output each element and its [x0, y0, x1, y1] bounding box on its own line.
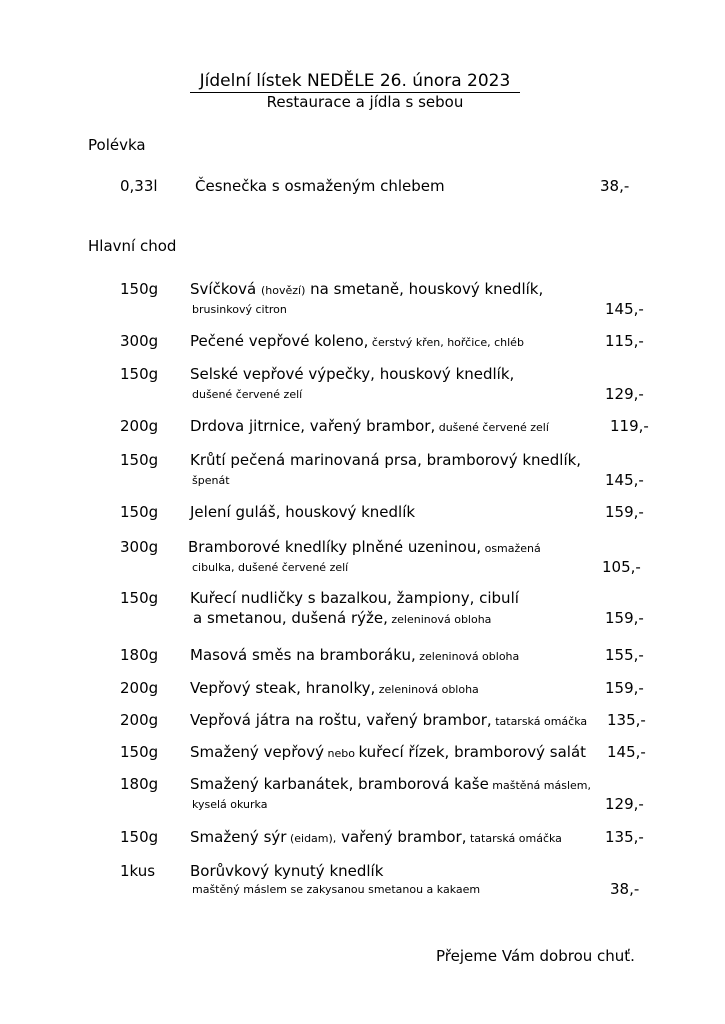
item-qty: 180g: [120, 646, 159, 664]
item-note: čerstvý křen, hořčice, chléb: [368, 336, 524, 349]
item-note: maštěná máslem,: [488, 779, 592, 792]
item-note: (eidam),: [286, 832, 337, 845]
item-price: 38,-: [610, 880, 640, 898]
item-note: zeleninová obloha: [387, 613, 492, 626]
item-subnote: maštěný máslem se zakysanou smetanou a kakaem: [192, 883, 481, 896]
item-price: 115,-: [605, 332, 644, 350]
item-price: 145,-: [605, 300, 644, 318]
item-subnote: brusinkový citron: [192, 303, 287, 316]
item-name: Vepřový steak, hranolky, zeleninová obloha: [190, 679, 479, 697]
item-name: Krůtí pečená marinovaná prsa, bramborový knedlík,: [190, 451, 582, 469]
item-qty: 150g: [120, 743, 159, 761]
item-qty: 150g: [120, 828, 159, 846]
item-qty: 150g: [120, 589, 159, 607]
item-qty: 200g: [120, 417, 159, 435]
item-name-line2: a smetanou, dušená rýže, zeleninová obloha: [193, 609, 492, 627]
item-name: Kuřecí nudličky s bazalkou, žampiony, cibulí: [190, 589, 519, 607]
item-note: nebo: [323, 747, 359, 760]
item-price: 145,-: [607, 743, 646, 761]
item-price: 119,-: [610, 417, 649, 435]
item-qty: 150g: [120, 365, 159, 383]
item-price: 145,-: [605, 471, 644, 489]
item-subnote: dušené červené zelí: [192, 388, 303, 401]
item-qty: 200g: [120, 679, 159, 697]
item-qty: 180g: [120, 775, 159, 793]
item-name: Vepřová játra na roštu, vařený brambor, tatarská omáčka: [190, 711, 588, 729]
item-qty: 1kus: [120, 862, 156, 880]
item-note: zeleninová obloha: [375, 683, 479, 696]
item-name: Svíčková (hovězí) na smetaně, houskový knedlík,: [190, 280, 544, 298]
item-price: 129,-: [605, 795, 644, 813]
item-name: Drdova jitrnice, vařený brambor, dušené červené zelí: [190, 417, 549, 435]
item-name: Smažený sýr (eidam), vařený brambor, tatarská omáčka: [190, 828, 562, 846]
item-price: 159,-: [605, 503, 644, 521]
item-qty: 300g: [120, 332, 159, 350]
item-note: tatarská omáčka: [491, 715, 588, 728]
item-note: zeleninová obloha: [415, 650, 520, 663]
item-name: Borůvkový kynutý knedlík: [190, 862, 384, 880]
item-qty: 0,33l: [120, 177, 158, 195]
item-name: Smažený karbanátek, bramborová kaše maštěná máslem,: [190, 775, 592, 793]
item-name: Pečené vepřové koleno, čerstvý křen, hořčice, chléb: [190, 332, 524, 350]
item-price: 105,-: [602, 558, 641, 576]
item-note: osmažená: [481, 542, 541, 555]
item-qty: 300g: [120, 538, 159, 556]
item-qty: 150g: [120, 280, 159, 298]
item-name: Jelení guláš, houskový knedlík: [190, 503, 416, 521]
item-qty: 150g: [120, 451, 159, 469]
page-subtitle: Restaurace a jídla s sebou: [266, 93, 464, 111]
section-heading-main: Hlavní chod: [88, 237, 177, 255]
item-subnote: špenát: [192, 474, 230, 487]
item-price: 129,-: [605, 385, 644, 403]
item-qty: 200g: [120, 711, 159, 729]
item-note: (hovězí): [261, 284, 306, 297]
item-name: Selské vepřové výpečky, houskový knedlík,: [190, 365, 515, 383]
item-price: 135,-: [605, 828, 644, 846]
item-note: tatarská omáčka: [466, 832, 562, 845]
page-title: Jídelní lístek NEDĚLE 26. února 2023: [190, 70, 520, 93]
section-heading-soup: Polévka: [88, 136, 146, 154]
closing-greeting: Přejeme Vám dobrou chuť.: [436, 947, 635, 965]
item-price: 155,-: [605, 646, 644, 664]
item-note: dušené červené zelí: [435, 421, 549, 434]
item-name: Česnečka s osmaženým chlebem: [195, 177, 445, 195]
item-subnote: cibulka, dušené červené zelí: [192, 561, 349, 574]
item-qty: 150g: [120, 503, 159, 521]
item-price: 159,-: [605, 679, 644, 697]
item-name: Bramborové knedlíky plněné uzeninou, osmažená: [188, 538, 541, 556]
item-name: Masová směs na bramboráku, zeleninová obloha: [190, 646, 520, 664]
item-price: 38,-: [600, 177, 630, 195]
item-name: Smažený vepřový nebo kuřecí řízek, bramborový salát: [190, 743, 587, 761]
item-price: 135,-: [607, 711, 646, 729]
item-price: 159,-: [605, 609, 644, 627]
item-subnote: kyselá okurka: [192, 798, 268, 811]
